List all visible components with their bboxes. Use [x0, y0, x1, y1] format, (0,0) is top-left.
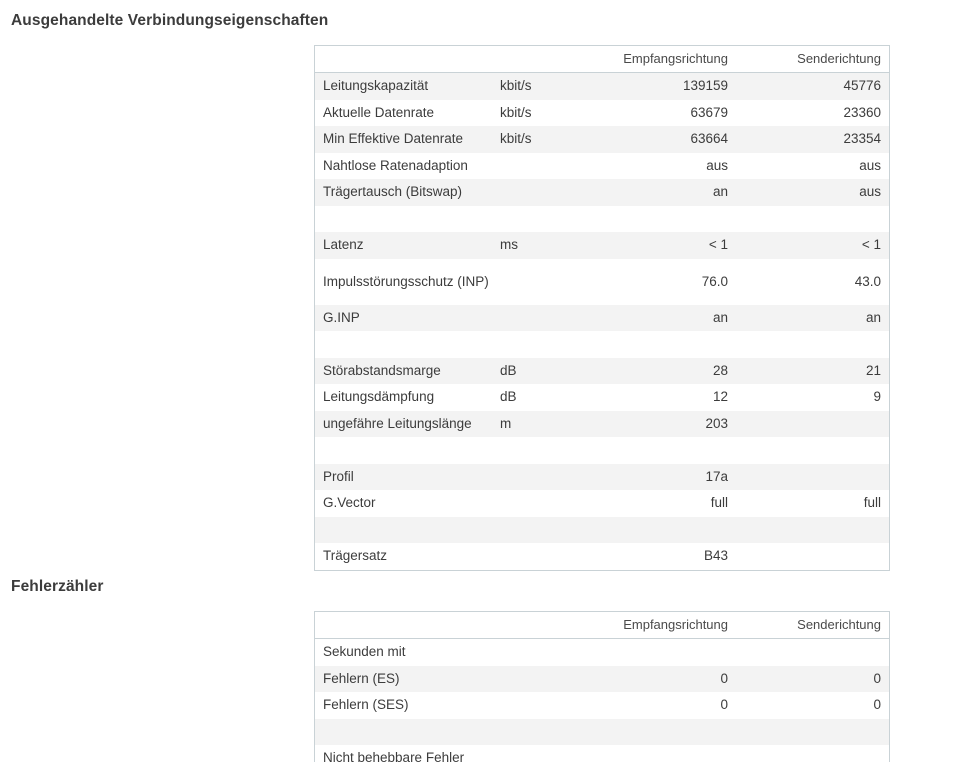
row-tx-value: 43.0	[854, 273, 881, 289]
header-rx: Empfangsrichtung	[623, 617, 728, 632]
row-rx-value: 12	[712, 389, 728, 405]
row-rx-value: 139159	[682, 78, 728, 94]
table-row	[315, 490, 889, 517]
table-row	[315, 745, 889, 762]
row-label: Impulsstörungsschutz (INP)	[323, 273, 489, 289]
table-row	[315, 358, 889, 385]
row-tx-value: 0	[873, 670, 881, 686]
row-rx-value: 63664	[690, 131, 728, 147]
row-label: G.Vector	[323, 495, 376, 511]
row-label: Min Effektive Datenrate	[323, 131, 464, 147]
row-label: ungefähre Leitungslänge	[323, 415, 472, 431]
row-tx-value: < 1	[861, 237, 881, 253]
table-row	[315, 126, 889, 153]
row-rx-value: 0	[720, 670, 728, 686]
table-row	[315, 305, 889, 332]
header-tx: Senderichtung	[797, 51, 881, 66]
table-row-spacer	[315, 206, 889, 233]
table-header-row	[315, 612, 889, 639]
row-label: Aktuelle Datenrate	[323, 104, 435, 120]
table-row	[315, 666, 889, 693]
table-row-spacer	[315, 331, 889, 358]
row-rx-value: < 1	[708, 237, 728, 253]
row-label: Nicht behebbare Fehler	[323, 750, 465, 762]
row-label: Trägersatz	[323, 548, 388, 564]
connection-properties-table	[314, 45, 890, 571]
row-rx-value: 76.0	[701, 273, 728, 289]
row-tx-value: aus	[859, 184, 881, 200]
row-rx-value: B43	[703, 548, 728, 564]
table-row-spacer	[315, 517, 889, 544]
row-tx-value: an	[865, 309, 881, 325]
row-rx-value: an	[712, 309, 728, 325]
row-rx-value: full	[710, 495, 728, 511]
row-tx-value: 9	[873, 389, 881, 405]
row-label: Fehlern (SES)	[323, 697, 409, 713]
row-unit: ms	[500, 237, 518, 253]
row-label: Leitungsdämpfung	[323, 389, 435, 405]
row-label: Fehlern (ES)	[323, 670, 400, 686]
table-header-row	[315, 46, 889, 73]
table-row	[315, 153, 889, 180]
header-tx: Senderichtung	[797, 617, 881, 632]
table-row	[315, 692, 889, 719]
row-rx-value: an	[712, 184, 728, 200]
row-unit: kbit/s	[500, 78, 532, 94]
row-unit: kbit/s	[500, 131, 532, 147]
table-row	[315, 232, 889, 259]
table-row	[315, 73, 889, 100]
row-tx-value: 0	[873, 697, 881, 713]
table-row	[315, 411, 889, 438]
table-row	[315, 464, 889, 491]
row-label: Nahtlose Ratenadaption	[323, 157, 468, 173]
table-row	[315, 384, 889, 411]
row-label: G.INP	[323, 309, 360, 325]
row-label: Profil	[323, 468, 354, 484]
row-label: Störabstandsmarge	[323, 362, 441, 378]
error-counters-table	[314, 611, 890, 762]
row-tx-value: 23360	[843, 104, 881, 120]
row-label: Leitungskapazität	[323, 78, 429, 94]
table-row	[315, 179, 889, 206]
row-tx-value: 23354	[843, 131, 881, 147]
row-tx-value: 45776	[843, 78, 881, 94]
row-rx-value: 63679	[690, 104, 728, 120]
section-title-error-counters: Fehlerzähler	[11, 578, 104, 595]
table-row-spacer	[315, 719, 889, 746]
row-unit: m	[500, 415, 512, 431]
row-rx-value: aus	[706, 157, 728, 173]
section-title-connection: Ausgehandelte Verbindungseigenschaften	[11, 12, 329, 29]
row-tx-value: full	[863, 495, 881, 511]
row-tx-value: aus	[859, 157, 881, 173]
row-label: Sekunden mit	[323, 644, 406, 660]
table-row	[315, 639, 889, 666]
table-row	[315, 259, 889, 305]
header-rx: Empfangsrichtung	[623, 51, 728, 66]
table-row-spacer	[315, 437, 889, 464]
row-rx-value: 0	[720, 697, 728, 713]
row-tx-value: 21	[865, 362, 881, 378]
table-row	[315, 100, 889, 127]
row-unit: dB	[500, 389, 517, 405]
row-rx-value: 203	[705, 415, 728, 431]
row-label: Latenz	[323, 237, 364, 253]
row-unit: kbit/s	[500, 104, 532, 120]
row-rx-value: 17a	[705, 468, 728, 484]
row-unit: dB	[500, 362, 517, 378]
row-rx-value: 28	[712, 362, 728, 378]
table-row	[315, 543, 889, 570]
row-label: Trägertausch (Bitswap)	[323, 184, 463, 200]
